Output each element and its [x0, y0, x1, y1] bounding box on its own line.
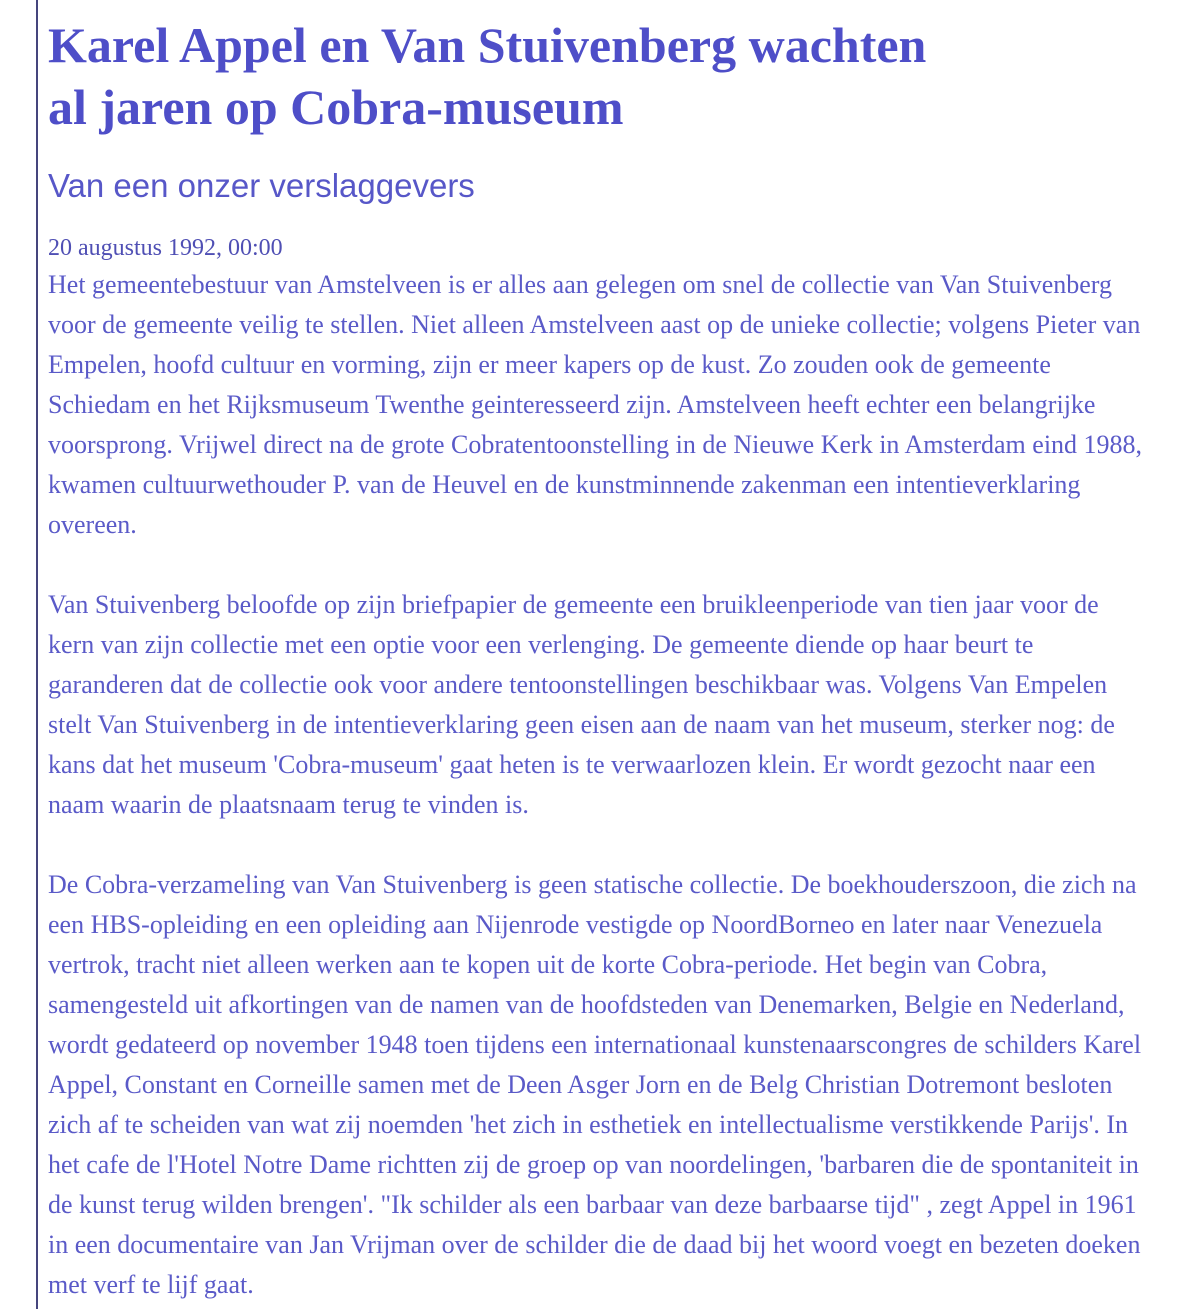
- article-paragraph: De Cobra-verzameling van Van Stuivenberg is geen statische collectie. De boekhouderszoon, die zich na een HBS-opleiding en een opleiding aan Nijenrode vestigde op NoordBorneo en later naar Venezuela vertrok, tracht niet alleen werken aan te kopen uit de korte Cobra-periode. Het begin van Cobra, samengesteld uit afkortingen van de namen van de hoofdsteden van Denemarken, Belgie en Nederland, wordt gedateerd op november 1948 toen tijdens een internationaal kunstenaarscongres de schilders Karel Appel, Constant en Corneille samen met de Deen Asger Jorn en de Belg Christian Dotremont besloten zich af te scheiden van wat zij noemden 'het zich in esthetiek en intellectualisme verstikkende Parijs'. In het cafe de l'Hotel Notre Dame richtten zij de groep op van noordelingen, 'barbaren die de spontaniteit in de kunst terug wilden brengen'. "Ik schilder als een barbaar van deze barbaarse tijd" , zegt Appel in 1961 in een documentaire van Jan Vrijman over de schilder die de daad bij het woord voegt en bezeten doeken met verf te lijf gaat.: [48, 870, 1142, 1299]
- page-title-line2: al jaren op Cobra-museum: [48, 79, 624, 135]
- article: [48, 0, 1146, 1305]
- article-date: 20 augustus 1992, 00:00: [48, 235, 283, 261]
- page-title: [48, 14, 1146, 138]
- article-paragraph: Het gemeentebestuur van Amstelveen is er alles aan gelegen om snel de collectie van Van Stuivenberg voor de gemeente veilig te stellen. Niet alleen Amstelveen aast op de unieke collectie; volgens Pieter van Empelen, hoofd cultuur en vorming, zijn er meer kapers op de kust. Zo zouden ook de gemeente Schiedam en het Rijksmuseum Twenthe geinteresseerd zijn. Amstelveen heeft echter een belangrijke voorsprong. Vrijwel direct na de grote Cobratentoonstelling in de Nieuwe Kerk in Amsterdam eind 1988, kwamen cultuurwethouder P. van de Heuvel en de kunstminnende zakenman een intentieverklaring overeen.: [48, 270, 1143, 539]
- page-title-line1: Karel Appel en Van Stuivenberg wachten: [48, 17, 927, 73]
- article-byline: Van een onzer verslaggevers: [48, 167, 475, 204]
- left-rule: [36, 0, 38, 1309]
- article-paragraph: Van Stuivenberg beloofde op zijn briefpapier de gemeente een bruikleenperiode van tien jaar voor de kern van zijn collectie met een optie voor een verlenging. De gemeente diende op haar beurt te garanderen dat de collectie ook voor andere tentoonstellingen beschikbaar was. Volgens Van Empelen stelt Van Stuivenberg in de intentieverklaring geen eisen aan de naam van het museum, sterker nog: de kans dat het museum 'Cobra-museum' gaat heten is te verwaarlozen klein. Er wordt gezocht naar een naam waarin de plaatsnaam terug te vinden is.: [48, 590, 1115, 819]
